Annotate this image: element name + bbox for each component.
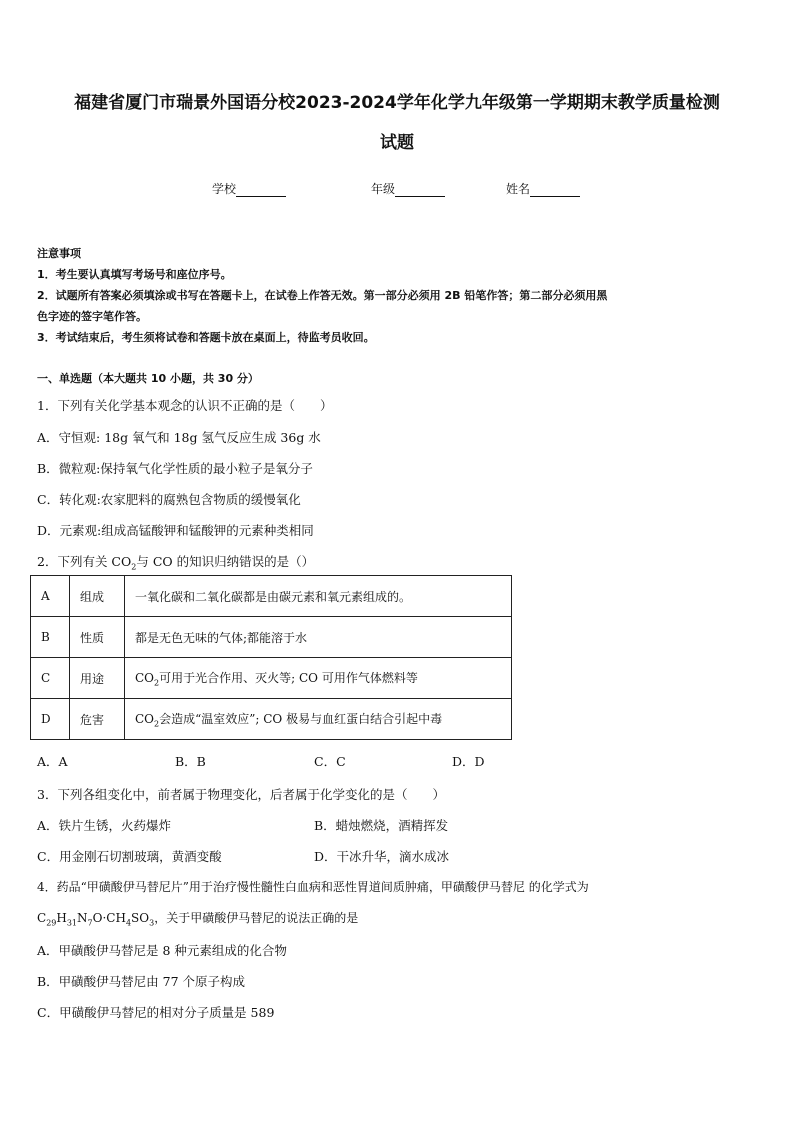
row-content	[125, 658, 512, 699]
school-field[interactable]	[212, 180, 286, 197]
formula-c: C	[37, 911, 47, 925]
question-1-stem: 1．下列有关化学基本观念的认识不正确的是（ ）	[37, 398, 333, 413]
row-content-sub: 2	[154, 678, 160, 688]
grade-blank[interactable]	[395, 184, 445, 197]
row-topic: 危害	[70, 699, 125, 740]
q3-option-b[interactable]: B．蜡烛燃烧，酒精挥发	[314, 818, 449, 833]
formula-h: H	[56, 911, 67, 925]
formula-n-count: 7	[87, 918, 93, 928]
name-label: 姓名	[506, 182, 531, 196]
row-topic: 用途	[70, 658, 125, 699]
school-blank[interactable]	[236, 184, 286, 197]
row-content-post: 可用于光合作用、灭火等; CO 可用作气体燃料等	[159, 670, 418, 685]
formula-n: N	[77, 911, 88, 925]
row-topic: 组成	[70, 576, 125, 617]
q2-stem-pre: 2．下列有关 CO	[37, 554, 132, 569]
table-row	[31, 658, 512, 699]
q3-option-c[interactable]: C．用金刚石切割玻璃，黄酒变酸	[37, 849, 222, 864]
table-row	[31, 699, 512, 740]
name-field[interactable]	[506, 180, 580, 197]
row-topic: 性质	[70, 617, 125, 658]
exam-title: 福建省厦门市瑞景外国语分校2023-2024学年化学九年级第一学期期末教学质量检测	[74, 93, 720, 113]
row-content	[125, 699, 512, 740]
note-item: 色字迹的签字笔作答。	[37, 310, 147, 323]
q4-option-c[interactable]: C．甲磺酸伊马替尼的相对分子质量是 589	[37, 1005, 275, 1020]
table-row	[31, 576, 512, 617]
row-letter: D	[31, 699, 70, 740]
row-content-pre: CO	[135, 670, 155, 685]
question-2-stem	[37, 552, 314, 572]
formula-c-count: 29	[46, 918, 57, 928]
q1-option-b[interactable]: B．微粒观:保持氧气化学性质的最小粒子是氧分子	[37, 461, 313, 476]
row-content	[125, 617, 512, 658]
row-content	[125, 576, 512, 617]
q2-option-c[interactable]: C．C	[314, 754, 346, 769]
question-3-stem: 3．下列各组变化中，前者属于物理变化，后者属于化学变化的是（ ）	[37, 787, 445, 802]
q2-option-b[interactable]: B．B	[175, 754, 206, 769]
knowledge-table	[30, 575, 512, 740]
q2-stem-sub: 2	[131, 562, 137, 572]
formula-h-count: 31	[66, 918, 78, 928]
question-4-formula-line	[37, 909, 358, 927]
row-content-post: 会造成“温室效应”; CO 极易与血红蛋白结合引起中毒	[159, 711, 443, 726]
grade-label: 年级	[371, 182, 396, 196]
row-letter: B	[31, 617, 70, 658]
q1-option-d[interactable]: D．元素观:组成高锰酸钾和锰酸钾的元素种类相同	[37, 523, 314, 538]
note-item: 2．试题所有答案必须填涂或书写在答题卡上，在试卷上作答无效。第一部分必须用 2B 铅笔作答；第二部分必须用黑	[37, 289, 608, 302]
section-heading: 一、单选题（本大题共 10 小题，共 30 分）	[37, 372, 259, 385]
row-content-pre: CO	[135, 711, 155, 726]
name-blank[interactable]	[530, 184, 580, 197]
q1-option-c[interactable]: C．转化观:农家肥料的腐熟包含物质的缓慢氧化	[37, 492, 301, 507]
exam-title-line2: 试题	[380, 133, 414, 153]
formula-o-ch: O·CH	[92, 911, 126, 925]
row-letter: C	[31, 658, 70, 699]
grade-field[interactable]	[371, 180, 445, 197]
q4-stem-post: ，关于甲磺酸伊马替尼的说法正确的是	[154, 911, 359, 925]
school-label: 学校	[212, 182, 237, 196]
formula-ch-count: 4	[125, 918, 132, 928]
q1-option-a[interactable]: A．守恒观: 18g 氧气和 18g 氢气反应生成 36g 水	[37, 430, 321, 445]
row-content-pre: 一氧化碳和二氧化碳都是由碳元素和氧元素组成的。	[135, 589, 412, 604]
row-letter: A	[31, 576, 70, 617]
formula-so-count: 3	[149, 918, 155, 928]
notes-heading: 注意事项	[37, 247, 81, 260]
q2-option-d[interactable]: D．D	[452, 754, 485, 769]
q4-option-b[interactable]: B．甲磺酸伊马替尼由 77 个原子构成	[37, 974, 246, 989]
row-content-sub: 2	[154, 719, 160, 729]
q2-option-a[interactable]: A．A	[37, 754, 68, 769]
q2-stem-post: 与 CO 的知识归纳错误的是（）	[136, 554, 315, 569]
question-4-stem: 4．药品“甲磺酸伊马替尼片”用于治疗慢性髓性白血病和恶性胃道间质肿痛，甲磺酸伊马替尼 的化学式为	[37, 880, 589, 894]
row-content-pre: 都是无色无味的气体;都能溶于水	[135, 630, 308, 645]
formula-so: SO	[131, 911, 150, 925]
q3-option-d[interactable]: D．干冰升华，滴水成冰	[314, 849, 450, 864]
q4-option-a[interactable]: A．甲磺酸伊马替尼是 8 种元素组成的化合物	[37, 943, 287, 958]
q3-option-a[interactable]: A．铁片生锈，火药爆炸	[37, 818, 172, 833]
table-row	[31, 617, 512, 658]
note-item: 3．考试结束后，考生须将试卷和答题卡放在桌面上，待监考员收回。	[37, 331, 375, 344]
note-item: 1．考生要认真填写考场号和座位序号。	[37, 268, 232, 281]
